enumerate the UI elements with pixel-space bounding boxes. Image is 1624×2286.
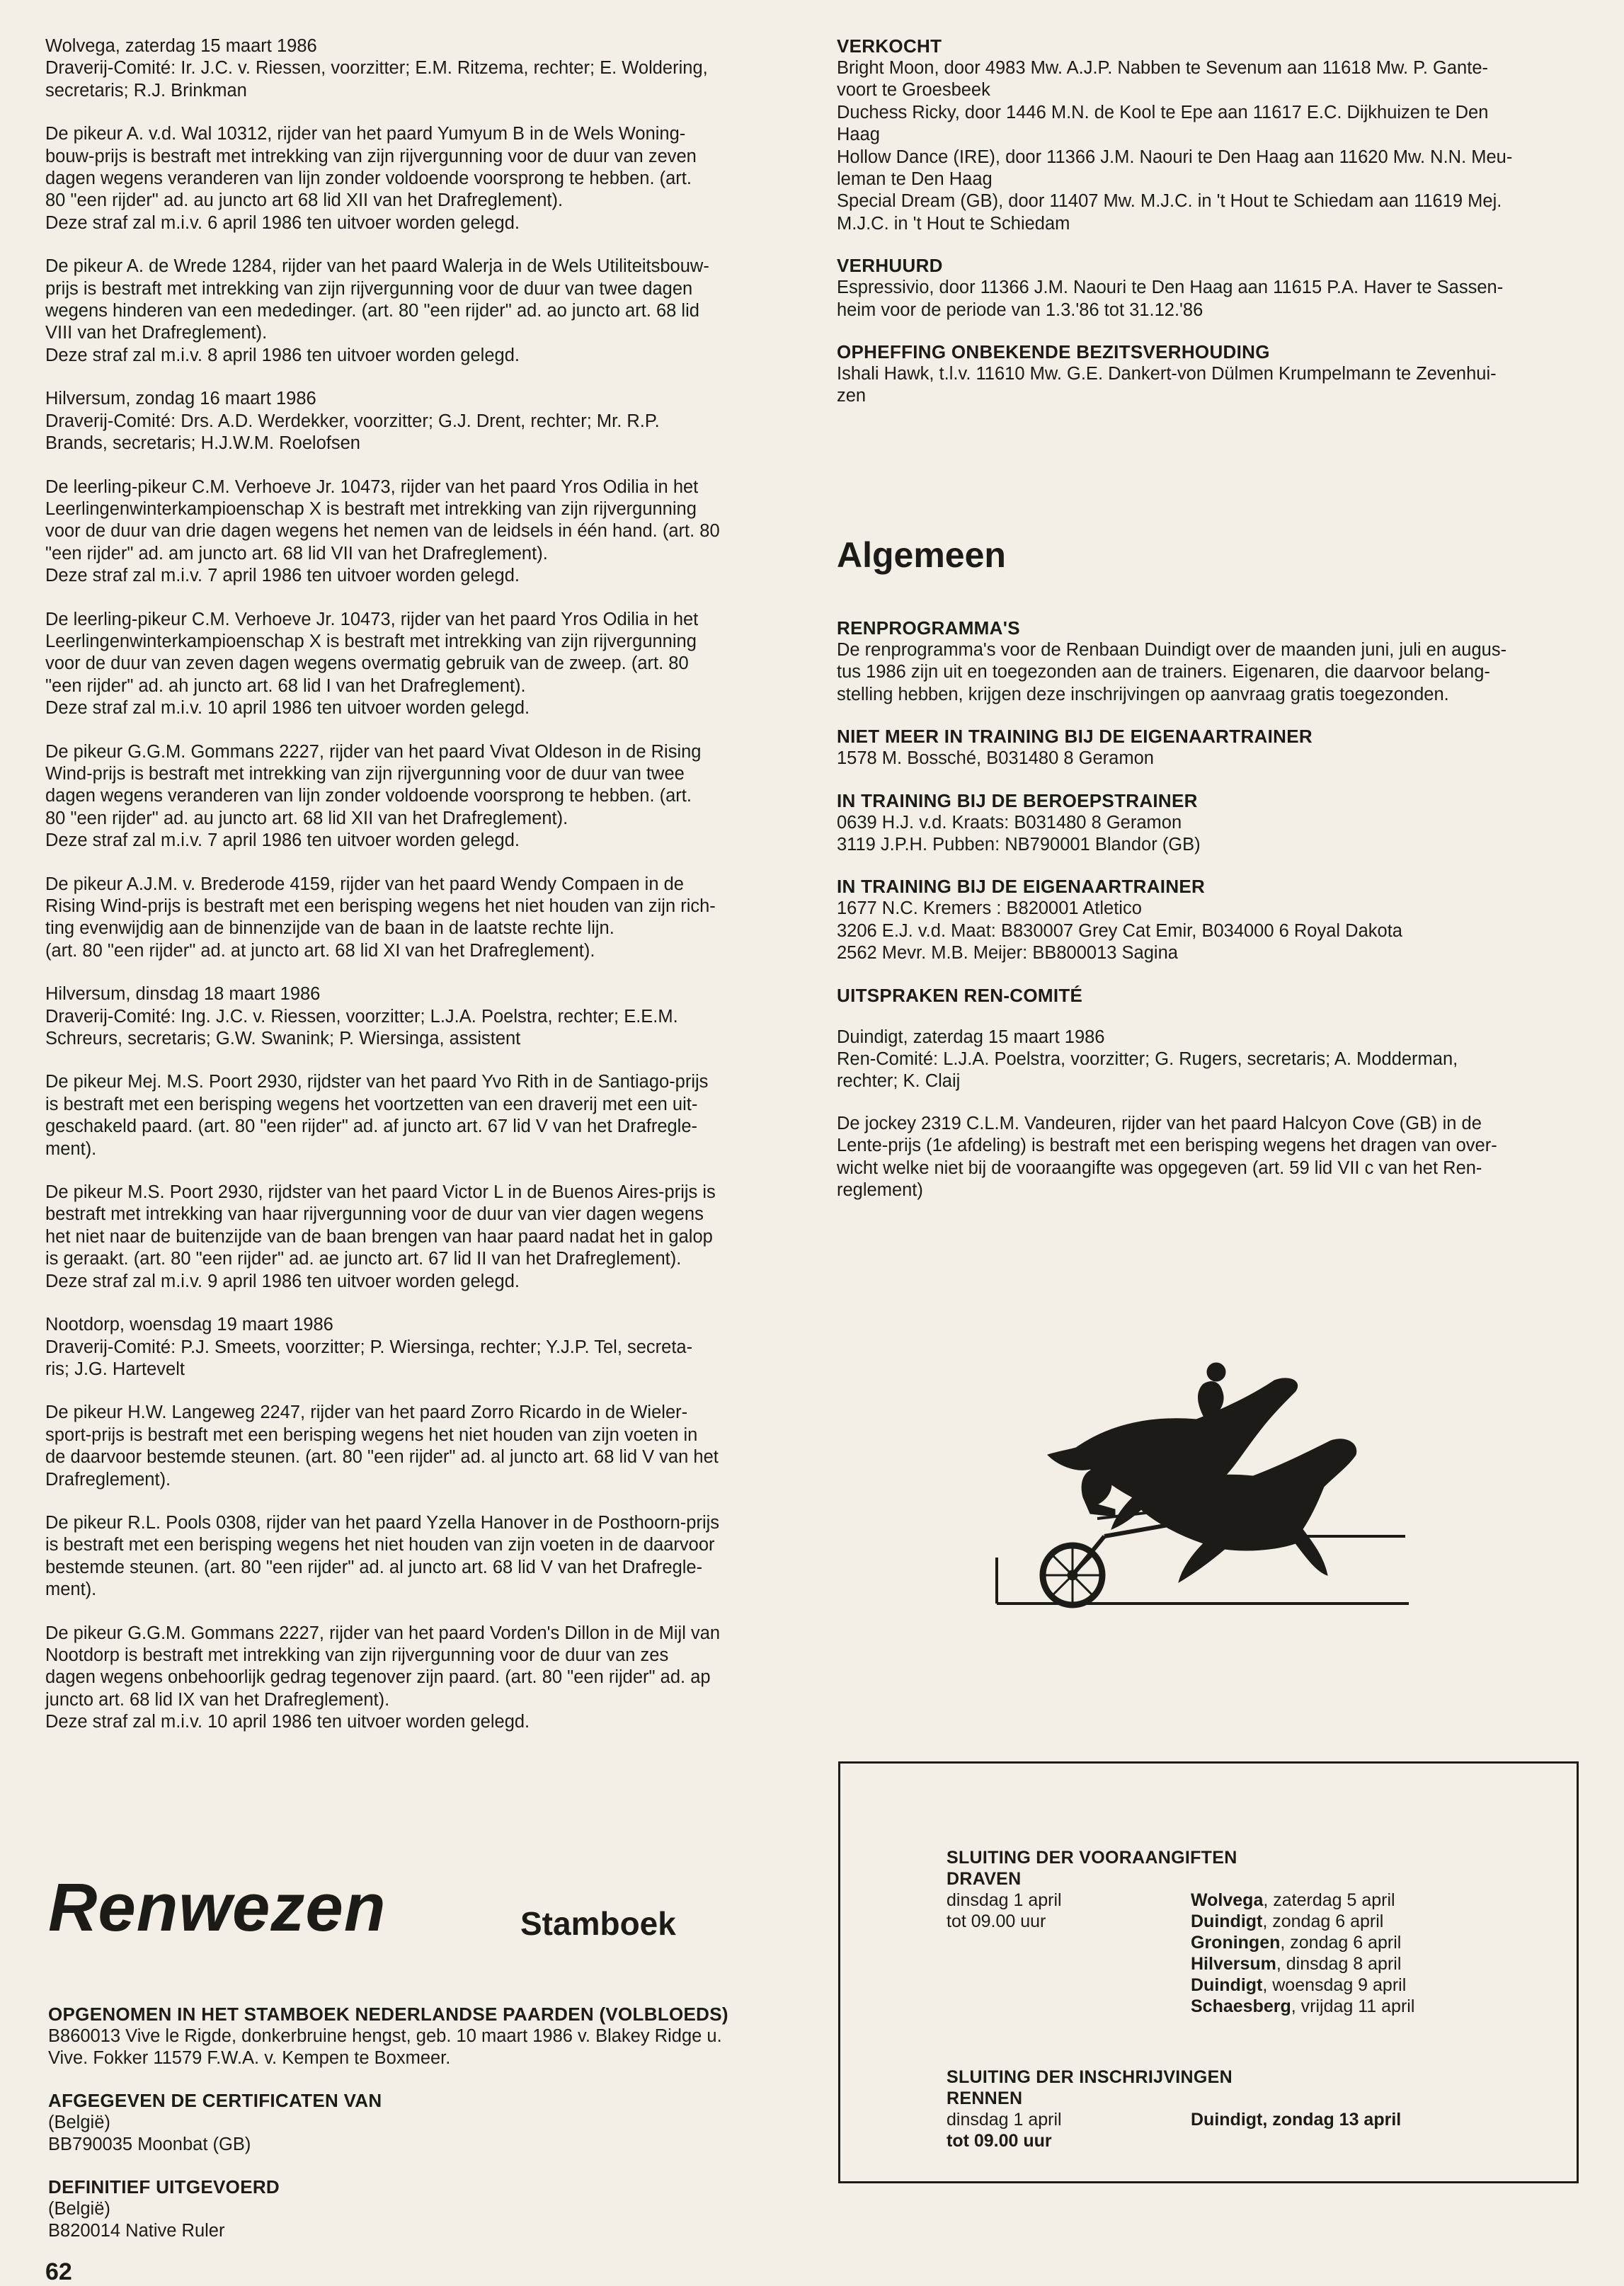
text-line: Draverij-Comité: Ing. J.C. v. Riessen, voorzitter; L.J.A. Poelstra, rechter; E.E.M.	[45, 1006, 678, 1027]
vooraangiften-heading: SLUITING DER VOORAANGIFTEN	[947, 1848, 1237, 1868]
section	[837, 726, 1593, 770]
text-line: heim voor de periode van 1.3.'86 tot 31.12.'86	[837, 299, 1203, 320]
text-line: De leerling-pikeur C.M. Verhoeve Jr. 10473, rijder van het paard Yros Odilia in het	[45, 609, 699, 629]
text-line: "een rijder" ad. ah juncto art. 68 lid I van het Drafreglement).	[45, 675, 526, 696]
text-line: dagen wegens veranderen van lijn zonder voldoende voorsprong te hebben. (art.	[45, 168, 692, 189]
text-line: B860013 Vive le Rigde, donkerbruine hengst, geb. 10 maart 1986 v. Blakey Ridge u.	[48, 2026, 722, 2046]
text-line: leman te Den Haag	[837, 169, 993, 190]
text-line: ment).	[45, 1138, 97, 1159]
rennen-heading: RENNEN	[947, 2088, 1023, 2108]
text-line: wicht welke niet bij de vooraangifte was opgegeven (art. 59 lid VII c van het Ren-	[837, 1158, 1482, 1178]
text-line: dagen wegens onbehoorlijk gedrag tegenover zijn paard. (art. 80 "een rijder" ad. ap	[45, 1667, 711, 1688]
stamboek-subtitle: Stamboek	[520, 1905, 676, 1942]
text-line: Brands, secretaris; H.J.W.M. Roelofsen	[45, 433, 360, 454]
section-body	[837, 639, 1593, 706]
paragraph	[45, 1071, 801, 1160]
text-line: tus 1986 zijn uit en toegezonden aan de trainers. Eigenaren, die daarvoor belang-	[837, 662, 1490, 682]
text-line: prijs is bestraft met intrekking van zijn rijvergunning voor de duur van twee dagen	[45, 278, 693, 299]
section-body	[837, 277, 1593, 321]
paragraph	[45, 741, 801, 852]
paragraph	[45, 1402, 801, 1491]
text-line: 1578 M. Bossché, B031480 8 Geramon	[837, 748, 1154, 769]
meeting-place: Groningen	[1191, 1933, 1281, 1953]
text-line: De leerling-pikeur C.M. Verhoeve Jr. 10473, rijder van het paard Yros Odilia in het	[45, 476, 699, 497]
text-line: VIII van het Drafreglement).	[45, 323, 268, 343]
text-line: Leerlingenwinterkampioenschap X is bestraft met intrekking van zijn rijvergunning	[45, 631, 697, 651]
meeting-date: , vrijdag 11 april	[1291, 1996, 1415, 2016]
text-line: bestraft met intrekking van haar rijvergunning voor de duur van vier dagen wegens	[45, 1204, 704, 1225]
text-line: 80 "een rijder" ad. au juncto art. 68 lid XII van het Drafreglement).	[45, 808, 568, 828]
paragraph	[45, 123, 801, 234]
draven-heading: DRAVEN	[947, 1869, 1022, 1889]
text-line: secretaris; R.J. Brinkman	[45, 80, 247, 101]
text-line: De pikeur A. v.d. Wal 10312, rijder van het paard Yumyum B in de Wels Woning-	[45, 124, 686, 144]
section	[48, 2176, 804, 2243]
paragraph	[45, 983, 801, 1050]
closing-dates-box	[838, 1761, 1579, 2183]
section-body	[837, 1027, 1593, 1093]
text-line: Hilversum, zondag 16 maart 1986	[45, 389, 316, 409]
meeting-place: Hilversum	[1191, 1954, 1276, 1974]
text-line: Espressivio, door 11366 J.M. Naouri te Den Haag aan 11615 P.A. Haver te Sassen-	[837, 278, 1504, 298]
section-heading: RENPROGRAMMA'S	[837, 617, 1020, 639]
text-line: zen	[837, 386, 867, 406]
page-number: 62	[45, 2258, 72, 2285]
text-line: Leerlingenwinterkampioenschap X is bestraft met intrekking van zijn rijvergunning	[45, 498, 697, 519]
text-line: Draverij-Comité: Drs. A.D. Werdekker, voorzitter; G.J. Drent, rechter; Mr. R.P.	[45, 411, 660, 431]
deadline-line: dinsdag 1 april	[947, 2110, 1062, 2130]
section	[837, 341, 1593, 408]
text-line: sport-prijs is bestraft met een berisping wegens het niet houden van zijn voeten in	[45, 1424, 698, 1445]
text-line: De pikeur A.J.M. v. Brederode 4159, rijder van het paard Wendy Compaen in de	[45, 874, 684, 894]
section-heading: UITSPRAKEN REN-COMITÉ	[837, 984, 1083, 1006]
deadline-line: tot 09.00 uur	[947, 1911, 1046, 1931]
text-line: dagen wegens veranderen van lijn zonder voldoende voorsprong te hebben. (art.	[45, 786, 692, 806]
vooraangiften-row	[947, 1890, 1414, 2017]
text-line: Deze straf zal m.i.v. 6 april 1986 ten uitvoer worden gelegd.	[45, 212, 520, 233]
text-line: is bestraft met een berisping wegens het niet houden van zijn voeten in de daarvoor	[45, 1535, 715, 1555]
text-line: BB790035 Moonbat (GB)	[48, 2134, 251, 2155]
text-line: Wolvega, zaterdag 15 maart 1986	[45, 36, 317, 56]
section	[837, 255, 1593, 321]
section-heading: AFGEGEVEN DE CERTIFICATEN VAN	[48, 2089, 382, 2111]
text-line: Deze straf zal m.i.v. 10 april 1986 ten uitvoer worden gelegd.	[45, 1712, 530, 1732]
text-line: De renprogramma's voor de Renbaan Duindigt over de maanden juni, juli en augus-	[837, 640, 1507, 660]
text-line: rechter; K. Claij	[837, 1071, 961, 1092]
inschrijvingen-block	[947, 2067, 1401, 2151]
section	[837, 876, 1593, 964]
text-line: Deze straf zal m.i.v. 10 april 1986 ten uitvoer worden gelegd.	[45, 698, 530, 719]
text-line: 3119 J.P.H. Pubben: NB790001 Blandor (GB)	[837, 835, 1201, 855]
section	[837, 35, 1593, 235]
text-line: Ishali Hawk, t.l.v. 11610 Mw. G.E. Dankert-von Dülmen Krumpelmann te Zevenhui-	[837, 364, 1497, 384]
text-line: Deze straf zal m.i.v. 8 april 1986 ten uitvoer worden gelegd.	[45, 345, 520, 365]
text-line: (België)	[48, 2198, 110, 2219]
paragraph	[45, 388, 801, 455]
meeting-date: , woensdag 9 april	[1262, 1975, 1407, 1995]
deadline-line: tot 09.00 uur	[947, 2131, 1052, 2151]
text-line: stelling hebben, krijgen deze inschrijvingen op aanvraag gratis toegezonden.	[837, 684, 1449, 704]
section	[837, 790, 1593, 857]
meeting-line	[1191, 1996, 1414, 2017]
text-line: Schreurs, secretaris; G.W. Swanink; P. Wiersinga, assistent	[45, 1029, 521, 1049]
text-line: Ren-Comité: L.J.A. Poelstra, voorzitter; G. Rugers, secretaris; A. Modderman,	[837, 1049, 1458, 1070]
meeting-line	[1191, 1932, 1414, 1953]
inschrijvingen-row	[947, 2109, 1401, 2151]
section	[48, 2004, 804, 2070]
text-line: Nootdorp is bestraft met intrekking van zijn rijvergunning voor de duur van zes	[45, 1645, 669, 1665]
paragraph	[45, 1314, 801, 1381]
paragraph	[45, 1512, 801, 1601]
section-body	[837, 1113, 1593, 1202]
text-line: voor de duur van zeven dagen wegens overmatig gebruik van de zweep. (art. 80	[45, 653, 689, 674]
text-line: Lente-prijs (1e afdeling) is bestraft met een berisping wegens het dragen van over-	[837, 1136, 1497, 1156]
paragraph	[45, 1623, 801, 1734]
text-line: Wind-prijs is bestraft met intrekking van zijn rijvergunning voor de duur van twee	[45, 763, 685, 784]
text-line: 0639 H.J. v.d. Kraats: B031480 8 Geramon	[837, 812, 1182, 833]
text-line: ris; J.G. Hartevelt	[45, 1359, 185, 1379]
section	[837, 1113, 1593, 1202]
text-line: Hilversum, dinsdag 18 maart 1986	[45, 984, 321, 1005]
section-heading: VERKOCHT	[837, 35, 942, 57]
text-line: De pikeur G.G.M. Gommans 2227, rijder van het paard Vorden's Dillon in de Mijl van	[45, 1623, 721, 1643]
meeting-date: , zaterdag 5 april	[1263, 1890, 1395, 1910]
text-line: geschakeld paard. (art. 80 "een rijder" ad. af juncto art. 67 lid V van het Drafregle-	[45, 1116, 698, 1137]
text-line: juncto art. 68 lid IX van het Drafreglement).	[45, 1689, 390, 1710]
text-line: ment).	[45, 1579, 97, 1600]
vooraangiften-deadline	[947, 1890, 1191, 2017]
meeting-date: , zondag 6 april	[1262, 1911, 1384, 1931]
text-line: wegens hinderen van een mededinger. (art. 80 "een rijder" ad. ao juncto art. 68 lid	[45, 301, 699, 321]
text-line: Draverij-Comité: Ir. J.C. v. Riessen, voorzitter; E.M. Ritzema, rechter; E. Woldering,	[45, 58, 708, 79]
text-line: Duchess Ricky, door 1446 M.N. de Kool te Epe aan 11617 E.C. Dijkhuizen te Den	[837, 102, 1489, 122]
algemeen-title: Algemeen	[837, 535, 1006, 575]
text-line: 80 "een rijder" ad. au juncto art 68 lid XII van het Drafreglement).	[45, 190, 564, 211]
meeting-date: , dinsdag 8 april	[1276, 1954, 1402, 1974]
inschrijvingen-heading: SLUITING DER INSCHRIJVINGEN	[947, 2067, 1233, 2087]
text-line: reglement)	[837, 1180, 923, 1201]
section-body	[48, 2025, 804, 2070]
section	[837, 617, 1593, 706]
text-line: Drafreglement).	[45, 1469, 171, 1490]
text-line: De pikeur H.W. Langeweg 2247, rijder van het paard Zorro Ricardo in de Wieler-	[45, 1402, 688, 1423]
text-line: B820014 Native Ruler	[48, 2221, 225, 2241]
text-line: Hollow Dance (IRE), door 11366 J.M. Naouri te Den Haag aan 11620 Mw. N.N. Meu-	[837, 147, 1513, 167]
section-heading: OPHEFFING ONBEKENDE BEZITSVERHOUDING	[837, 341, 1270, 363]
meeting-place: Duindigt	[1191, 1975, 1263, 1995]
text-line: is geraakt. (art. 80 "een rijder" ad. ae juncto art. 67 lid II van het Drafreglement).	[45, 1249, 682, 1269]
text-line: Deze straf zal m.i.v. 9 april 1986 ten uitvoer worden gelegd.	[45, 1271, 520, 1291]
stamboek-section	[48, 2004, 804, 2262]
text-line: voort te Groesbeek	[837, 80, 990, 101]
algemeen-section	[837, 617, 1593, 1222]
text-line: bestemde steunen. (art. 80 "een rijder" ad. al juncto art. 68 lid V van het Drafregle-	[45, 1557, 703, 1577]
section-body	[48, 2198, 804, 2243]
text-line: De pikeur M.S. Poort 2930, rijdster van het paard Victor L in de Buenos Aires-prijs is	[45, 1182, 716, 1203]
text-line: de daarvoor bestemde steunen. (art. 80 "een rijder" ad. al juncto art. 68 lid V van het	[45, 1447, 719, 1468]
section-body	[837, 812, 1593, 857]
paragraph	[45, 476, 801, 588]
section-body	[837, 57, 1593, 235]
text-line: M.J.C. in 't Hout te Schiedam	[837, 213, 1070, 234]
text-line: Deze straf zal m.i.v. 7 april 1986 ten uitvoer worden gelegd.	[45, 830, 520, 851]
paragraph	[45, 609, 801, 720]
meeting-place: Schaesberg	[1191, 1996, 1291, 2016]
right-column	[837, 35, 1593, 428]
text-line: (België)	[48, 2112, 110, 2132]
text-line: De pikeur Mej. M.S. Poort 2930, rijdster van het paard Yvo Rith in de Santiago-prijs	[45, 1072, 709, 1092]
text-line: Nootdorp, woensdag 19 maart 1986	[45, 1315, 333, 1335]
meeting-place: Duindigt	[1191, 1911, 1263, 1931]
meeting-line	[1191, 1974, 1414, 1996]
section-heading: OPGENOMEN IN HET STAMBOEK NEDERLANDSE PAARDEN (VOLBLOEDS)	[48, 2004, 728, 2025]
section	[48, 2090, 804, 2156]
text-line: Vive. Fokker 11579 F.W.A. v. Kempen te Boxmeer.	[48, 2048, 451, 2069]
deadline-line: dinsdag 1 april	[947, 1890, 1062, 1910]
paragraph	[45, 874, 801, 963]
meeting-line	[1191, 1911, 1414, 1932]
text-line: is bestraft met een berisping wegens het voortzetten van een draverij met een uit-	[45, 1094, 698, 1114]
text-line: De pikeur R.L. Pools 0308, rijder van het paard Yzella Hanover in de Posthoorn-prijs	[45, 1512, 720, 1533]
section	[837, 1027, 1593, 1093]
meeting-place: Wolvega	[1191, 1890, 1264, 1910]
paragraph	[45, 1182, 801, 1293]
text-line: Rising Wind-prijs is bestraft met een berisping wegens het niet houden van zijn rich-	[45, 896, 716, 916]
text-line: Deze straf zal m.i.v. 7 april 1986 ten uitvoer worden gelegd.	[45, 566, 520, 586]
text-line: De pikeur G.G.M. Gommans 2227, rijder van het paard Vivat Oldeson in de Rising	[45, 741, 702, 762]
section-heading: NIET MEER IN TRAINING BIJ DE EIGENAARTRAINER	[837, 726, 1313, 748]
section-body	[48, 2112, 804, 2156]
section-heading: DEFINITIEF UITGEVOERD	[48, 2176, 280, 2198]
paragraph	[45, 35, 801, 102]
meeting-line	[1191, 1953, 1414, 1974]
text-line: voor de duur van drie dagen wegens het nemen van de leidsels in één hand. (art. 80	[45, 521, 720, 542]
harness-racing-illustration	[991, 1324, 1430, 1614]
text-line: "een rijder" ad. am juncto art. 68 lid VII van het Drafreglement).	[45, 543, 548, 564]
paragraph	[45, 256, 801, 367]
text-line: De jockey 2319 C.L.M. Vandeuren, rijder van het paard Halcyon Cove (GB) in de	[837, 1113, 1482, 1133]
text-line: Special Dream (GB), door 11407 Mw. M.J.C. in 't Hout te Schiedam aan 11619 Mej.	[837, 191, 1502, 212]
section-body	[837, 898, 1593, 964]
text-line: De pikeur A. de Wrede 1284, rijder van het paard Walerja in de Wels Utiliteitsbouw-	[45, 256, 709, 277]
text-line: ting evenwijdig aan de binnenzijde van de baan in de laatste rechte lijn.	[45, 918, 614, 939]
meeting-date: , zondag 6 april	[1280, 1933, 1402, 1953]
vooraangiften-meetings	[1191, 1890, 1414, 2017]
vooraangiften-block	[947, 1847, 1414, 2017]
text-line: (art. 80 "een rijder" ad. at juncto art. 68 lid XI van het Drafreglement).	[45, 940, 595, 961]
inschrijvingen-meeting	[1191, 2109, 1401, 2151]
section-heading: VERHUURD	[837, 255, 943, 277]
renwezen-title: Renwezen	[48, 1870, 387, 1945]
text-line: het niet naar de buitenzijde van de baan brengen van haar paard nadat het in galop	[45, 1226, 713, 1247]
text-line: Haag	[837, 125, 880, 145]
text-line: 1677 N.C. Kremers : B820001 Atletico	[837, 898, 1142, 919]
text-line: Bright Moon, door 4983 Mw. A.J.P. Nabben te Sevenum aan 11618 Mw. P. Gante-	[837, 58, 1488, 78]
meeting-line: Duindigt, zondag 13 april	[1191, 2110, 1402, 2130]
section-body	[837, 748, 1593, 770]
inschrijvingen-deadline	[947, 2109, 1191, 2151]
section-heading: IN TRAINING BIJ DE EIGENAARTRAINER	[837, 876, 1206, 898]
left-column	[45, 35, 801, 1755]
section	[837, 985, 1593, 1007]
text-line: 3206 E.J. v.d. Maat: B830007 Grey Cat Emir, B034000 6 Royal Dakota	[837, 920, 1402, 941]
section-heading: IN TRAINING BIJ DE BEROEPSTRAINER	[837, 789, 1198, 811]
meeting-line	[1191, 1890, 1414, 1911]
text-line: Duindigt, zaterdag 15 maart 1986	[837, 1027, 1105, 1047]
section-body	[837, 363, 1593, 408]
text-line: Draverij-Comité: P.J. Smeets, voorzitter; P. Wiersinga, rechter; Y.J.P. Tel, secreta-	[45, 1337, 693, 1357]
text-line: 2562 Mevr. M.B. Meijer: BB800013 Sagina	[837, 943, 1178, 964]
text-line: bouw-prijs is bestraft met intrekking van zijn rijvergunning voor de duur van zeven	[45, 146, 697, 166]
